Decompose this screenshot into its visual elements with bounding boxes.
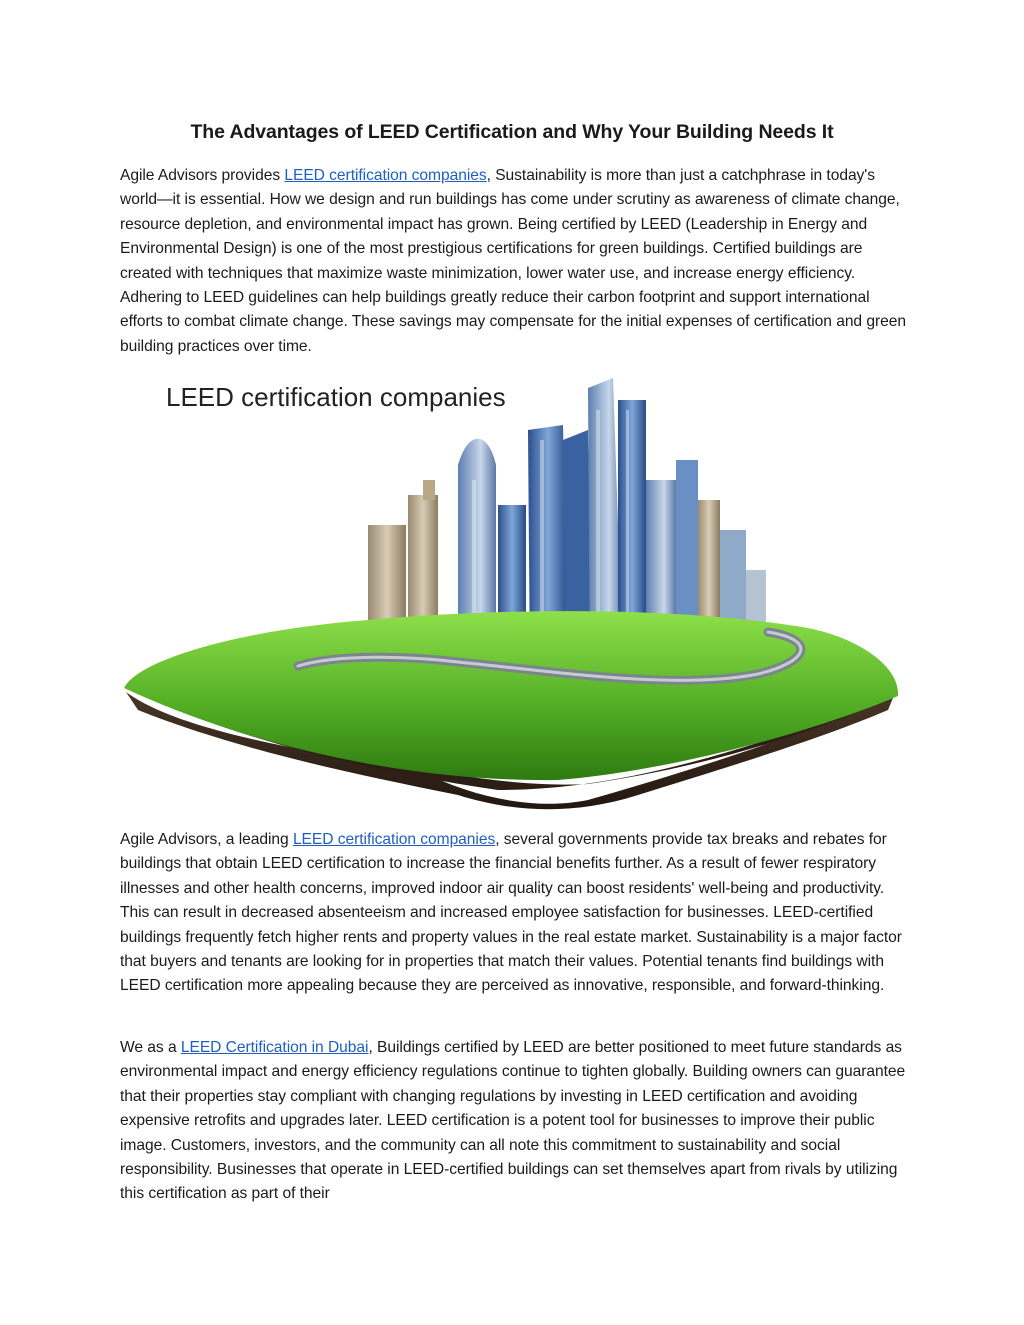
- hero-image: [118, 370, 906, 814]
- paragraph-intro-lead: Agile Advisors provides: [120, 167, 285, 184]
- leed-certification-companies-link-2[interactable]: LEED certification companies: [292, 831, 496, 848]
- leed-certification-companies-link[interactable]: LEED certification companies: [284, 167, 487, 184]
- image-caption: LEED certification companies: [166, 382, 506, 412]
- paragraph-benefits-body: , several governments provide tax breaks and rebates for buildings that obtain LEED certification to increase the financial benefits further. As a result of fewer respiratory illnesses and other health concerns, improved indoor air quality can boost residents' well-being and productivity. This can result in decreased absenteeism and increased employee satisfaction for businesses. LEED-certified buildings frequently fetch higher rents and property values in the real estate market. Sustainability is a major factor that buyers and tenants are looking for in properties that match their values. Potential tenants find buildings with LEED certification more appealing because they are perceived as innovative, responsible, and forward-thinking.: [120, 831, 902, 995]
- leed-certification-dubai-link[interactable]: LEED Certification in Dubai: [180, 1039, 369, 1056]
- paragraph-benefits: [120, 828, 910, 999]
- paragraph-compliance-lead: We as a: [120, 1039, 181, 1056]
- paragraph-intro: [120, 164, 910, 359]
- paragraph-intro-body: , Sustainability is more than just a catchphrase in today's world—it is essential. How we design and run buildings has come under scrutiny as awareness of climate change, resource depletion, and environmental impact has grown. Being certified by LEED (Leadership in Energy and Environmental Design) is one of the most prestigious certifications for green buildings. Certified buildings are created with techniques that maximize waste minimization, lower water use, and increase energy efficiency. Adhering to LEED guidelines can help buildings greatly reduce their carbon footprint and support international efforts to combat climate change. These savings may compensate for the initial expenses of certification and green building practices over time.: [120, 167, 906, 355]
- paragraph-compliance-body: , Buildings certified by LEED are better positioned to meet future standards as environmental impact and energy efficiency regulations continue to tighten globally. Building owners can guarantee that their properties stay compliant with changing regulations by investing in LEED certification and avoiding expensive retrofits and upgrades later. LEED certification is a potent tool for businesses to improve their public image. Customers, investors, and the community can all note this commitment to sustainability and social responsibility. Businesses that operate in LEED-certified buildings can set themselves apart from rivals by utilizing this certification as part of their: [120, 1039, 906, 1203]
- paragraph-benefits-lead: Agile Advisors, a leading: [120, 831, 293, 848]
- page-title: The Advantages of LEED Certification and Why Your Building Needs It: [190, 121, 834, 143]
- paragraph-compliance: [120, 1036, 910, 1207]
